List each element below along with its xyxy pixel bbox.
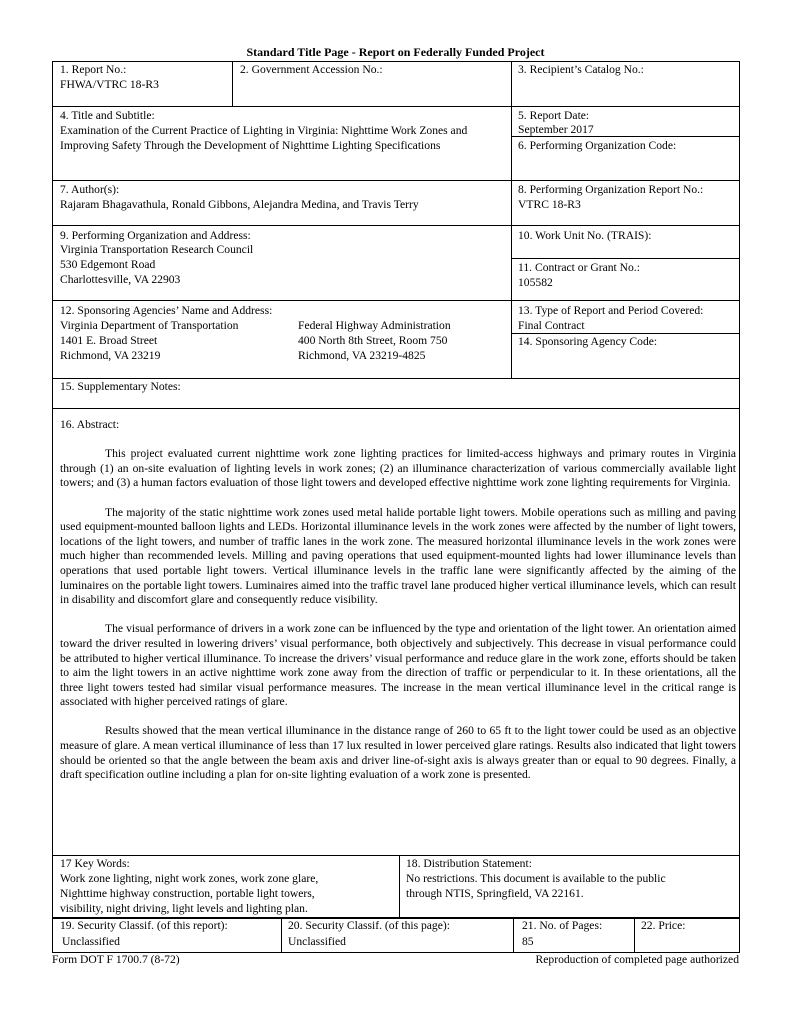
- sponsor-right-line: Richmond, VA 23219-4825: [298, 349, 426, 362]
- report-date-label: 5. Report Date:: [518, 109, 590, 122]
- abstract-label: 16. Abstract:: [60, 418, 120, 431]
- sponsor-left-line: Richmond, VA 23219: [60, 349, 161, 362]
- row-divider: [52, 378, 740, 379]
- catalog-no-label: 3. Recipient’s Catalog No.:: [518, 63, 644, 76]
- performing-org-line: 530 Edgemont Road: [60, 258, 156, 271]
- sponsor-right-line: 400 North 8th Street, Room 750: [298, 334, 448, 347]
- contract-no-value: 105582: [518, 276, 553, 289]
- col-divider: [399, 855, 400, 917]
- row-divider: [52, 300, 740, 301]
- key-words-line: Nighttime highway construction, portable light towers,: [60, 887, 315, 900]
- col-divider: [511, 61, 512, 378]
- abstract-section: [60, 418, 736, 797]
- col-divider: [281, 917, 282, 953]
- distribution-line: No restrictions. This document is available to the public: [406, 872, 666, 885]
- form-number: Form DOT F 1700.7 (8-72): [52, 953, 180, 966]
- report-type-label: 13. Type of Report and Period Covered:: [518, 304, 704, 317]
- performing-org-label: 9. Performing Organization and Address:: [60, 229, 251, 242]
- cell-divider: [511, 258, 740, 259]
- agency-code-label: 14. Sponsoring Agency Code:: [518, 335, 658, 348]
- abstract-paragraph: The majority of the static nighttime work zones used metal halide portable light towers. Mobile operations such as milling and paving used equipment-mounted balloon lights and LEDs. Horizontal illuminance levels in the work zones were affected by the number of light towers, locations of the light towers, and number of traffic lanes in the work zone. The measured horizontal illuminance levels in the work zones were much higher than recommended levels. Milling and paving operations that used equipment-mounted lights had lower illuminance levels than operations that used portable light towers. Vertical illuminance levels in the traffic lane were significantly affected by the aiming of the luminaires on the portable light towers. Luminaires aimed into the traffic travel lane produced higher vertical illuminance levels, which can result in disability and discomfort glare and consequently reduce visibility.: [60, 505, 736, 607]
- authors-value: Rajaram Bhagavathula, Ronald Gibbons, Alejandra Medina, and Travis Terry: [60, 198, 419, 211]
- title-subtitle-label: 4. Title and Subtitle:: [60, 109, 155, 122]
- col-divider: [232, 61, 233, 106]
- performing-org-line: Charlottesville, VA 22903: [60, 273, 181, 286]
- frame-edge: [739, 917, 740, 953]
- report-no-label: 1. Report No.:: [60, 63, 127, 76]
- org-code-label: 6. Performing Organization Code:: [518, 139, 677, 152]
- performing-org-line: Virginia Transportation Research Council: [60, 243, 254, 256]
- abstract-paragraph: This project evaluated current nighttime work zone lighting practices for limited-access highways and primary routes in Virginia through (1) an on-site evaluation of lighting levels in work zones; (2) an illuminance characterization of various commercially available light towers; and (3) a human factors evaluation of those light towers and developed effective nighttime work zone lighting requirements for Virginia.: [60, 447, 736, 490]
- abstract-paragraph: The visual performance of drivers in a work zone can be influenced by the type and orientation of the light tower. An orientation aimed toward the driver resulted in lowering drivers’ visual performance, both objectively and subjectively. This decrease in visual performance could be attributed to higher vertical illuminance. To increase the drivers’ visual performance and reduce glare in the work zone, efforts should be taken to aim the light towers in an active nighttime work zone away from the direction of traffic or perpendicular to it. In these orientations, all the three light towers tested had similar visual performance measures. The increase in the mean vertical illuminance level in the critical range is associated with higher perceived ratings of glare.: [60, 622, 736, 709]
- key-words-label: 17 Key Words:: [60, 857, 130, 870]
- gov-accession-label: 2. Government Accession No.:: [240, 63, 383, 76]
- reproduction-note: Reproduction of completed page authorized: [535, 953, 739, 966]
- org-report-no-value: VTRC 18-R3: [518, 198, 581, 211]
- work-unit-label: 10. Work Unit No. (TRAIS):: [518, 229, 652, 242]
- page-title: Standard Title Page - Report on Federally Funded Project: [246, 45, 545, 59]
- security-page-value: Unclassified: [288, 935, 346, 948]
- key-words-line: visibility, night driving, light levels and lighting plan.: [60, 902, 308, 915]
- report-no-value: FHWA/VTRC 18-R3: [60, 78, 159, 91]
- row-divider: [52, 106, 740, 107]
- key-words-line: Work zone lighting, night work zones, work zone glare,: [60, 872, 319, 885]
- col-divider: [634, 917, 635, 953]
- pages-value: 85: [522, 935, 534, 948]
- row-divider: [52, 180, 740, 181]
- sponsor-left-line: 1401 E. Broad Street: [60, 334, 158, 347]
- sponsor-right-line: Federal Highway Administration: [298, 319, 451, 332]
- contract-no-label: 11. Contract or Grant No.:: [518, 261, 640, 274]
- security-report-label: 19. Security Classif. (of this report):: [60, 919, 228, 932]
- row-divider: [52, 855, 740, 856]
- org-report-no-label: 8. Performing Organization Report No.:: [518, 183, 704, 196]
- abstract-paragraph: Results showed that the mean vertical illuminance in the distance range of 260 to 65 ft to the light tower could be used as an objective measure of glare. A mean vertical illuminance of less than 17 lux resulted in lower perceived glare ratings. Results also indicated that light towers should be oriented so that the angle between the beam axis and driver line-of-sight axis is always greater than or equal to 90 degrees. Finally, a draft specification outline including a plan for on-site lighting evaluation of a work zone is presented.: [60, 724, 736, 782]
- sponsor-left-line: Virginia Department of Transportation: [60, 319, 239, 332]
- security-report-value: Unclassified: [62, 935, 120, 948]
- pages-label: 21. No. of Pages:: [522, 919, 603, 932]
- title-subtitle-value: Examination of the Current Practice of Lighting in Virginia: Nighttime Work Zones and Improving Safety Through the Development of Nighttime Lighting Specifications: [60, 124, 468, 152]
- report-type-value: Final Contract: [518, 319, 585, 332]
- col-divider: [513, 917, 514, 953]
- authors-label: 7. Author(s):: [60, 183, 120, 196]
- frame-edge: [52, 917, 53, 953]
- report-date-value: September 2017: [518, 123, 594, 136]
- sponsoring-agencies-label: 12. Sponsoring Agencies’ Name and Address:: [60, 304, 273, 317]
- supplementary-notes-label: 15. Supplementary Notes:: [60, 380, 181, 393]
- distribution-label: 18. Distribution Statement:: [406, 857, 532, 870]
- security-page-label: 20. Security Classif. (of this page):: [288, 919, 450, 932]
- row-divider: [52, 225, 740, 226]
- row-divider: [52, 408, 740, 409]
- price-label: 22. Price:: [641, 919, 686, 932]
- distribution-line: through NTIS, Springfield, VA 22161.: [406, 887, 584, 900]
